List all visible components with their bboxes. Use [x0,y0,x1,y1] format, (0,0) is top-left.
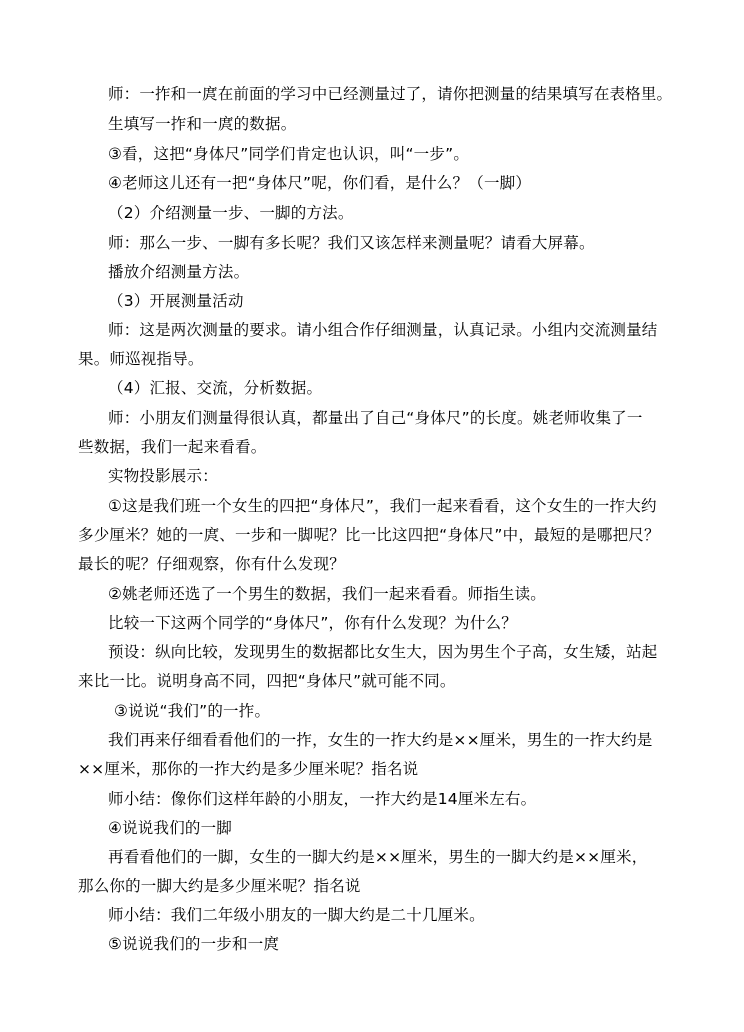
text-line: 再看看他们的一脚，女生的一脚大约是××厘米，男生的一脚大约是××厘米， [108,848,648,866]
text-line: 些数据，我们一起来看看。 [78,438,267,456]
text-line: 播放介绍测量方法。 [108,263,250,281]
text-line: 实物投影展示： [108,467,218,485]
text-line: 师：这是两次测量的要求。请小组合作仔细测量，认真记录。小组内交流测量结 [108,321,658,339]
text-line: 比较一下这两个同学的“身体尺”，你有什么发现？为什么？ [108,614,517,632]
text-line: 多少厘米？她的一庹、一步和一脚呢？比一比这四把“身体尺”中，最短的是哪把尺？ [78,526,660,544]
text-line: （3）开展测量活动 [108,292,244,310]
text-line: 师小结：像你们这样年龄的小朋友，一拃大约是14厘米左右。 [108,790,537,808]
text-line: 来比一比。说明身高不同，四把“身体尺”就可能不同。 [78,672,456,690]
text-line: 师：一拃和一庹在前面的学习中已经测量过了，请你把测量的结果填写在表格里。 [108,85,673,103]
text-line: （2）介绍测量一步、一脚的方法。 [108,204,354,222]
text-line: ××厘米，那你的一拃大约是多少厘米呢？指名说 [78,760,419,778]
text-line: ④说说我们的一脚 [108,819,232,837]
text-line: ⑤说说我们的一步和一庹 [108,935,280,953]
text-line: 果。师巡视指导。 [78,350,204,368]
text-line: 最长的呢？仔细观察，你有什么发现？ [78,555,345,573]
text-line: ④老师这儿还有一把“身体尺”呢，你们看，是什么？（一脚） [108,174,532,192]
text-line: 师：那么一步、一脚有多长呢？我们又该怎样来测量呢？请看大屏幕。 [108,234,595,252]
text-line: （4）汇报、交流，分析数据。 [108,379,323,397]
text-line: 预设：纵向比较，发现男生的数据都比女生大，因为男生个子高，女生矮，站起 [108,643,658,661]
text-line: 师小结：我们二年级小朋友的一脚大约是二十几厘米。 [108,906,485,924]
text-line: 我们再来仔细看看他们的一拃，女生的一拃大约是××厘米，男生的一拃大约是 [108,731,653,749]
text-line: ①这是我们班一个女生的四把“身体尺”，我们一起来看看，这个女生的一拃大约 [108,497,657,515]
text-line: 师：小朋友们测量得很认真，都量出了自己“身体尺”的长度。姚老师收集了一 [108,409,643,427]
text-line: ②姚老师还选了一个男生的数据，我们一起来看看。师指生读。 [108,585,546,603]
text-line: 生填写一拃和一庹的数据。 [108,115,297,133]
text-line: ③说说“我们”的一拃。 [114,702,271,720]
text-line: 那么你的一脚大约是多少厘米呢？指名说 [78,877,361,895]
text-line: ③看，这把“身体尺”同学们肯定也认识，叫“一步”。 [108,145,470,163]
